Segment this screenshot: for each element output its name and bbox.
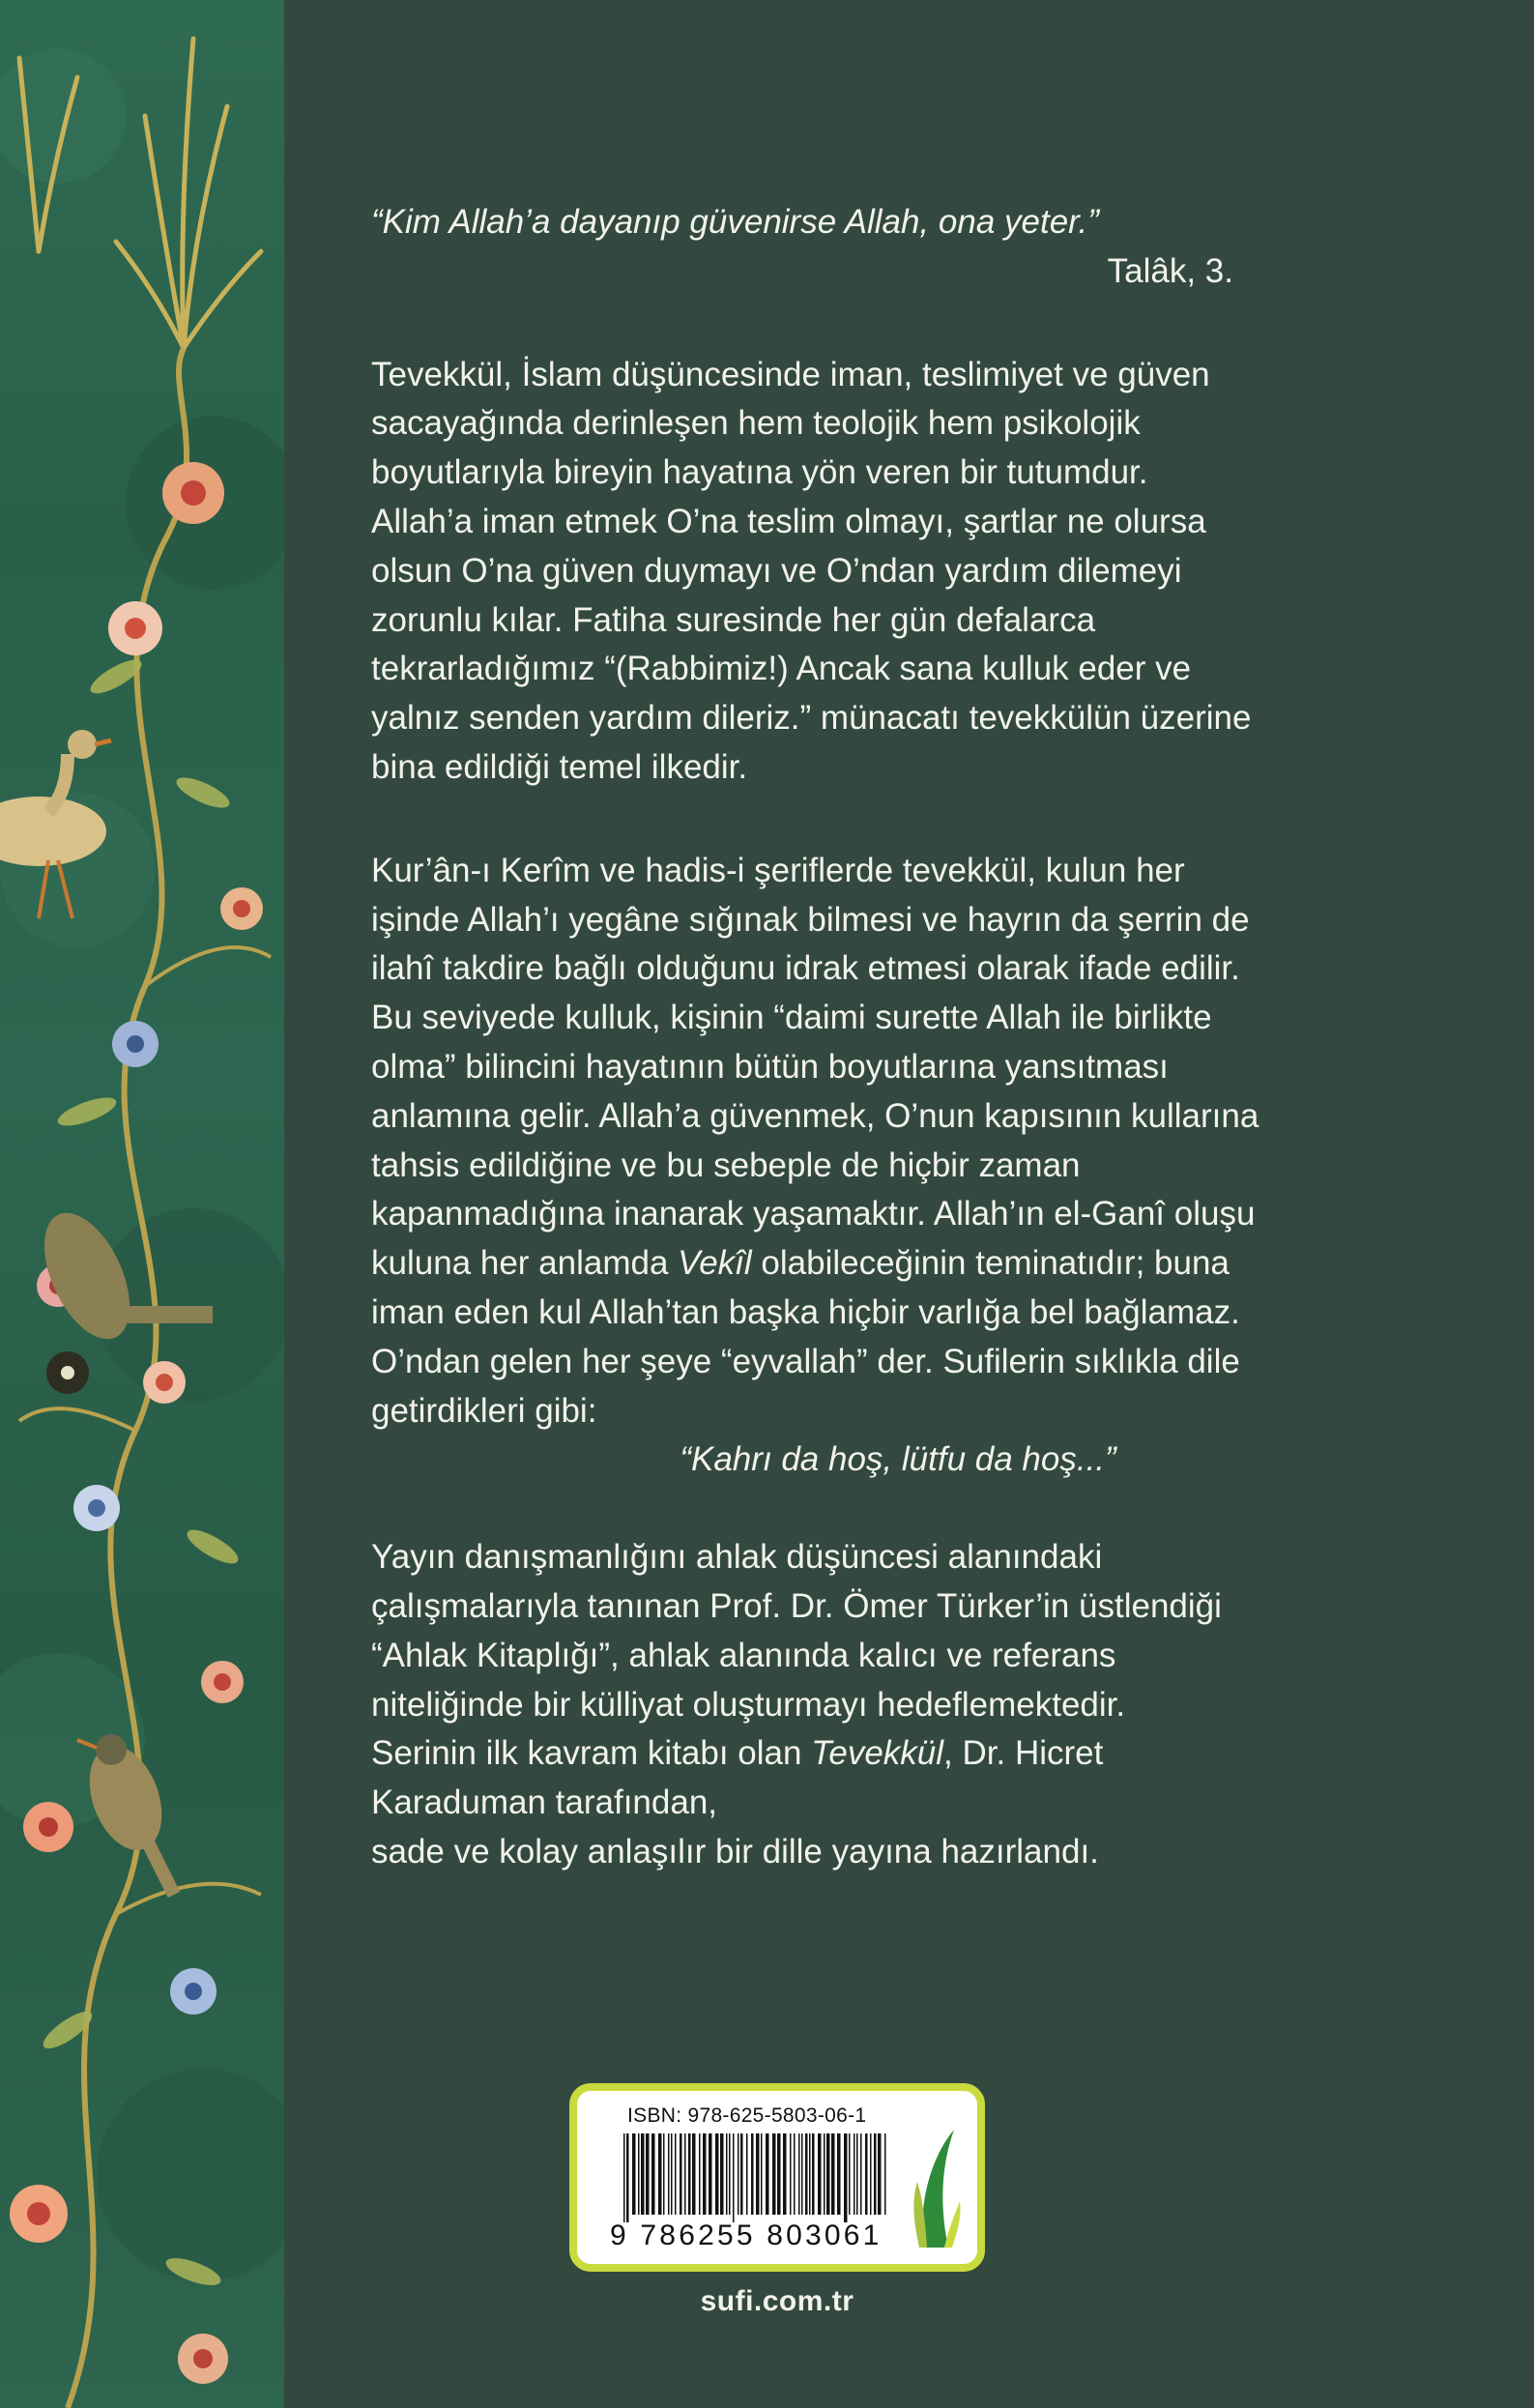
barcode-bar	[638, 2133, 640, 2215]
barcode-bar	[671, 2133, 673, 2215]
barcode-bar	[688, 2133, 691, 2215]
barcode-bar	[632, 2133, 636, 2215]
paragraph-1-line: sacayağında derinleşen hem teolojik hem psikolojik	[371, 404, 1141, 443]
paragraph-3-line: niteliğinde bir külliyat oluşturmayı hedeflemektedir.	[371, 1685, 1126, 1724]
paragraph-2-line: getirdikleri gibi:	[371, 1391, 597, 1430]
barcode-bar	[772, 2133, 776, 2215]
barcode-bar	[692, 2133, 696, 2215]
barcode-bar	[658, 2133, 662, 2215]
tevekkul-line	[371, 1729, 1396, 1779]
barcode-icon	[623, 2133, 886, 2222]
barcode-bar	[837, 2133, 841, 2215]
barcode-bar	[777, 2133, 781, 2215]
epigraph-quote: “Kim Allah’a dayanıp güvenirse Allah, ona yeter.”	[371, 203, 1099, 241]
barcode-bar	[761, 2133, 763, 2215]
tevekkul-line-before: Serinin ilk kavram kitabı olan	[371, 1734, 812, 1773]
paragraph-2-line: iman eden kul Allah’tan başka hiçbir varlığa bel bağlamaz.	[371, 1292, 1240, 1331]
barcode-bar	[623, 2133, 625, 2222]
barcode-bar	[746, 2133, 748, 2215]
paragraph-1-line: Allah’a iman etmek O’na teslim olmayı, şartlar ne olursa	[371, 502, 1206, 540]
paragraph-2	[371, 847, 1396, 1485]
barcode-bar	[809, 2133, 811, 2215]
barcode-bar	[641, 2133, 645, 2215]
cover-text	[371, 198, 1396, 1877]
barcode-bar	[729, 2133, 731, 2215]
barcode-bar	[626, 2133, 629, 2222]
barcode-bar	[790, 2133, 792, 2215]
paragraph-1	[371, 351, 1396, 793]
barcode-bar	[826, 2133, 830, 2215]
vekil-line-after: olabileceğinin teminatıdır; buna	[751, 1244, 1230, 1283]
paragraph-2-line: tahsis edildiğine ve bu sebeple de hiçbir zaman	[371, 1146, 1081, 1184]
barcode-bar	[709, 2133, 712, 2215]
barcode-bar	[831, 2133, 835, 2215]
barcode-bar	[668, 2133, 670, 2215]
paragraph-3-line: “Ahlak Kitaplığı”, ahlak alanında kalıcı ve referans	[371, 1636, 1116, 1674]
paragraph-2-line: kapanmadığına inanarak yaşamaktır. Allah’ın el-Ganî oluşu	[371, 1195, 1256, 1233]
barcode-bar	[733, 2133, 735, 2222]
barcode-bar	[715, 2133, 719, 2215]
paragraph-1-line: Tevekkül, İslam düşüncesinde iman, teslimiyet ve güven	[371, 355, 1210, 393]
barcode-bar	[766, 2133, 769, 2215]
vekil-line	[371, 1239, 1396, 1289]
paragraph-3-line: çalışmalarıyla tanınan Prof. Dr. Ömer Türker’in üstlendiği	[371, 1586, 1222, 1625]
barcode-bar	[703, 2133, 707, 2215]
paragraph-1-line: zorunlu kılar. Fatiha suresinde her gün defalarca	[371, 600, 1096, 639]
barcode-digits: 9 786255 803061	[610, 2219, 883, 2251]
paragraph-3-line: Karaduman tarafından,	[371, 1784, 718, 1822]
paragraph-1-line: boyutlarıyla bireyin hayatına yön veren bir tutumdur.	[371, 453, 1148, 492]
publisher-leaf-logo-icon	[910, 2124, 966, 2249]
barcode-bar	[675, 2133, 677, 2215]
tevekkul-title: Tevekkül	[811, 1734, 944, 1773]
barcode-bar	[870, 2133, 872, 2215]
barcode-bar	[738, 2133, 739, 2215]
barcode-bar	[884, 2133, 886, 2215]
paragraph-3	[371, 1533, 1396, 1877]
paragraph-2-line: işinde Allah’ı yegâne sığınak bilmesi ve hayrın da şerrin de	[371, 900, 1250, 939]
barcode-bar	[794, 2133, 796, 2215]
barcode-bar	[818, 2133, 822, 2215]
barcode-bar	[651, 2133, 655, 2215]
floral-miniature-icon	[0, 0, 284, 2408]
barcode-bar	[783, 2133, 787, 2215]
barcode-bar	[856, 2133, 858, 2215]
barcode-bar	[849, 2133, 851, 2215]
barcode-bar	[680, 2133, 682, 2215]
barcode-bar	[860, 2133, 862, 2215]
barcode-bar	[874, 2133, 877, 2215]
epigraph-reference: Talâk, 3.	[1107, 251, 1233, 290]
barcode-box	[569, 2083, 985, 2272]
barcode-bar	[805, 2133, 808, 2215]
paragraph-2-line: Kur’ân-ı Kerîm ve hadis-i şeriflerde tevekkül, kulun her	[371, 851, 1185, 889]
barcode-bar	[798, 2133, 800, 2215]
barcode-bar	[801, 2133, 803, 2215]
barcode-bar	[751, 2133, 754, 2215]
barcode-bar	[824, 2133, 825, 2215]
paragraph-2-line: O’ndan gelen her şeye “eyvallah” der. Sufilerin sıklıkla dile	[371, 1342, 1240, 1380]
paragraph-1-line: bina edildiği temel ilkedir.	[371, 747, 748, 786]
paragraph-1-line: olsun O’na güven duymayı ve O’ndan yardım dilemeyi	[371, 551, 1182, 590]
publisher-website[interactable]: sufi.com.tr	[700, 2285, 854, 2317]
paragraph-2-line: ilahî takdire bağlı olduğunu idrak etmesi olarak ifade edilir.	[371, 949, 1240, 988]
barcode-bar	[699, 2133, 701, 2215]
paragraph-1-line: tekrarladığımız “(Rabbimiz!) Ancak sana kulluk eder ve	[371, 650, 1192, 688]
tevekkul-line-after: , Dr. Hicret	[943, 1734, 1104, 1773]
barcode-bar	[854, 2133, 855, 2215]
barcode-bar	[646, 2133, 650, 2215]
barcode-bar	[844, 2133, 848, 2222]
vekil-line-before: kuluna her anlamda	[371, 1244, 679, 1283]
barcode-bar	[740, 2133, 743, 2215]
barcode-bar	[756, 2133, 760, 2215]
barcode-bar	[684, 2133, 686, 2215]
barcode-bar	[720, 2133, 724, 2215]
paragraph-2-line: Bu seviyede kulluk, kişinin “daimi surette Allah ile birlikte	[371, 999, 1212, 1037]
paragraph-3-line: Yayın danışmanlığını ahlak düşüncesi alanındaki	[371, 1538, 1103, 1577]
barcode-bar	[865, 2133, 868, 2215]
isbn-label: ISBN: 978-625-5803-06-1	[627, 2104, 867, 2127]
barcode-bar	[812, 2133, 815, 2215]
paragraph-1-line: yalnız senden yardım dileriz.” münacatı tevekkülün üzerine	[371, 699, 1252, 738]
barcode-bar	[663, 2133, 665, 2215]
paragraph-3-line: sade ve kolay anlaşılır bir dille yayına hazırlandı.	[371, 1832, 1099, 1871]
barcode-bar	[726, 2133, 728, 2215]
closing-quote: “Kahrı da hoş, lütfu da hoş...”	[680, 1440, 1116, 1479]
paragraph-2-line: anlamına gelir. Allah’a güvenmek, O’nun kapısının kullarına	[371, 1096, 1259, 1135]
vekil-term: Vekîl	[678, 1244, 752, 1283]
floral-miniature-strip	[0, 0, 284, 2408]
barcode-bar	[878, 2133, 882, 2215]
paragraph-2-line: olma” bilincini hayatının bütün boyutlarına yansıtması	[371, 1047, 1169, 1086]
